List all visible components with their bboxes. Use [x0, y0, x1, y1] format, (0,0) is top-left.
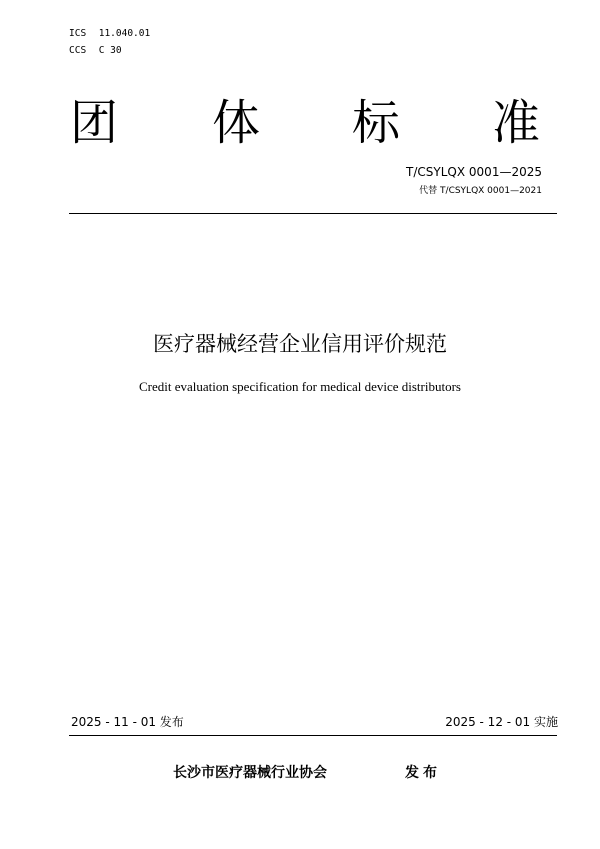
- header-char-2: 体: [212, 95, 261, 151]
- issue-label: 发布: [405, 765, 441, 781]
- ics-value: 11.040.01: [98, 28, 151, 39]
- issuing-organization: 长沙市医疗器械行业协会: [173, 765, 327, 781]
- header-char-4: 准: [492, 95, 541, 151]
- ics-label: ICS: [69, 28, 87, 39]
- replaces-standard: 代替 T/CSYLQX 0001—2021: [419, 186, 542, 196]
- header-char-1: 团: [70, 95, 119, 151]
- ccs-value: C 30: [98, 45, 122, 56]
- document-title-en: Credit evaluation specification for medical device distributors: [138, 379, 461, 394]
- implement-date: 2025 - 12 - 01 实施: [445, 715, 558, 729]
- ics-code: [69, 28, 150, 40]
- ccs-label: CCS: [69, 45, 87, 56]
- publish-date: 2025 - 11 - 01 发布: [71, 715, 184, 729]
- bottom-divider: [69, 735, 557, 736]
- header-char-3: 标: [352, 95, 401, 151]
- standard-code: T/CSYLQX 0001—2025: [406, 165, 542, 179]
- top-divider: [69, 213, 557, 214]
- ccs-code: [69, 45, 122, 57]
- document-title-zh: 医疗器械经营企业信用评价规范: [153, 332, 447, 356]
